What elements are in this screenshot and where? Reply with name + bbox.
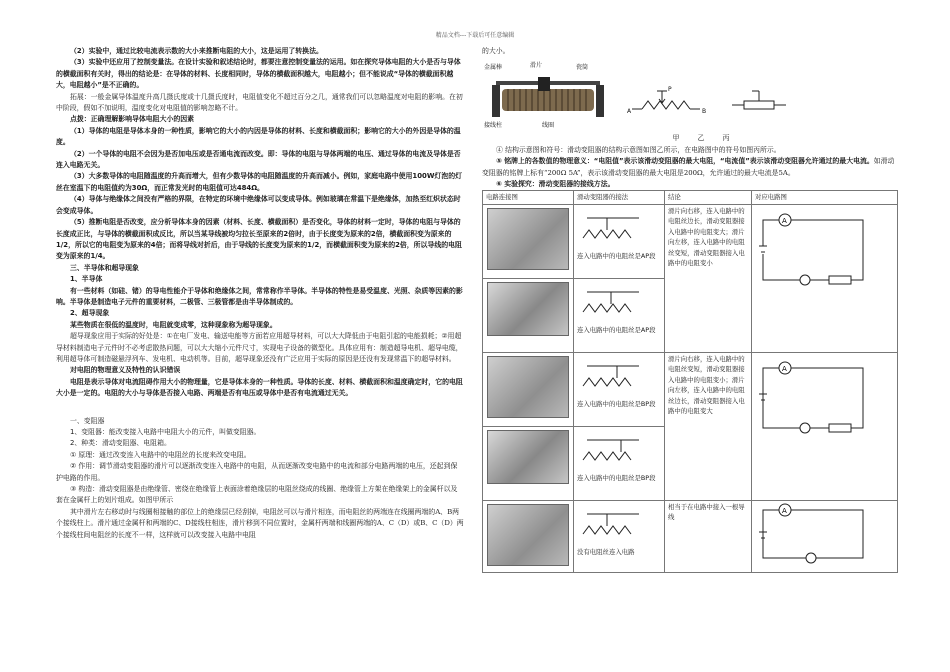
paragraph: 某些物质在很低的温度时，电阻就变成零，这种现象称为超导现象。 — [70, 320, 277, 329]
circuit-photo-cell — [483, 278, 574, 352]
circuit-diagram — [755, 206, 873, 346]
label-coil: 线圈 — [542, 122, 555, 130]
table-row — [483, 204, 898, 278]
rheostat-photo — [492, 77, 604, 117]
header-conclusion: 结论 — [665, 191, 752, 205]
header-method: 滑动变阻器的接法 — [574, 191, 665, 205]
nameplate-example: 如滑动变阻器的铭牌上标有“200Ω 5A”，表示该滑动变阻器的最大电阻是200Ω，允许通过的最大电流是5A。 — [482, 157, 895, 177]
section-heading: 一、变阻器 — [70, 416, 105, 425]
method-cell — [574, 204, 665, 278]
label-terminal: 接线柱 — [484, 122, 503, 130]
circuit-photo-cell — [483, 204, 574, 278]
method-cell — [574, 278, 665, 352]
paragraph: 电阻是表示导体对电流阻碍作用大小的物理量，它是导体本身的一种性质。导体的长度、材料、横截面积和温度确定时，它的电阻大小是一定的。电阻的大小与导体是否接入电路、两端是否有电压或导体中是否有电流通过无关。 — [56, 377, 463, 398]
label-tube: 瓷筒 — [576, 64, 589, 72]
label-metal-rod: 金属棒 — [484, 64, 503, 72]
nameplate-text: ⑤ 铭牌上的各数值的物理意义：“电阻值”表示该滑动变阻器的最大电阻，“电流值”表示该滑动变阻器允许通过的最大电流。 — [496, 157, 874, 166]
circuit-diagram — [755, 354, 873, 494]
paragraph: ① 原理：通过改变连入电路中的电阻丝的长度来改变电阻。 — [70, 450, 251, 459]
paragraph: （2）实验中，通过比较电流表示数的大小来推断电阻的大小，这是运用了转换法。 — [70, 47, 323, 55]
paragraph: ④ 结构示意图和符号：滑动变阻器的结构示意图如图乙所示，在电路图中的符号如图丙所示。 — [496, 145, 781, 154]
section-heading: 2、超导现象 — [70, 309, 110, 318]
circuit-diagram — [755, 502, 873, 568]
circuit-photo-cell — [483, 352, 574, 426]
method-text: 连入电路中的电阻丝是BP段 — [577, 400, 656, 409]
ammeter-symbol: A — [782, 506, 787, 515]
wiring-table — [482, 190, 898, 573]
paragraph: 拓展：一般金属导体温度升高几摄氏度或十几摄氏度时，电阻值变化不超过百分之几，通常我们可以忽略温度对电阻的影响。在初中阶段，假如不加说明，温度变化对电阻值的影响忽略不计。 — [56, 92, 463, 113]
wiring-sketch — [577, 354, 655, 396]
section-heading: 三、半导体和超导现象 — [70, 263, 139, 272]
experiment-title: ⑥ 实验探究：滑动变阻器的接线方法。 — [496, 180, 615, 189]
conclusion-cell: 滑片向右移，连入电路中的电阻丝边长，滑动变阻器接入电路中的电阻变大；滑片向左移，连入电路中的电阻丝变短，滑动变阻器接入电路中的电阻变小 — [665, 204, 752, 352]
caption-jia-yi: 甲乙 — [672, 134, 723, 143]
section-heading: 1、半导体 — [70, 275, 103, 284]
paragraph: 其中滑片左右移动时与线圈相接触的部位上的绝缘层已经刮掉，电阻丝可以与滑片相连，而电阻丝的两端连在线圈两端的A、B两个接线柱上。滑片通过金属杆和两端的C、D接线柱相连，滑片移到不同位置时，金属杆两端和线圈两端的A、C（D）或B、C（D）两个接线柱间电阻丝的长度不一样，这样就可以改变接入电路中电阻 — [56, 507, 464, 539]
terminal-b: B — [702, 108, 707, 116]
rheostat-figure — [482, 57, 898, 133]
method-cell — [574, 500, 665, 573]
paragraph: （2）一个导体的电阻不会因为是否加电压或是否通电流而改变。即：导体的电阻与导体两端的电压、通过导体的电流及导体是否连入电路无关。 — [56, 149, 461, 170]
conclusion-cell: 滑片向右移，连入电路中的电阻丝变短，滑动变阻器接入电路中的电阻变小；滑片向左移，连入电路中的电阻丝边长，滑动变阻器接入电路中的电阻变大 — [665, 352, 752, 500]
caption-bing: 丙 — [722, 134, 748, 143]
circuit-photo-cell — [483, 426, 574, 500]
wiring-sketch — [577, 428, 655, 470]
table-header-row — [483, 191, 898, 205]
circuit-diagram-cell — [752, 500, 898, 573]
table-row — [483, 500, 898, 573]
paragraph: 1、变阻器：能改变接入电路中电阻大小的元件，叫做变阻器。 — [70, 428, 261, 436]
rheostat-symbol — [732, 91, 786, 109]
rheostat-diagram — [482, 57, 898, 133]
method-cell — [574, 426, 665, 500]
paragraph: 超导现象应用于实际的好处是：①在电厂发电、输送电能等方面若应用超导材料，可以大大降低由于电阻引起的电能损耗；②用超导材料制造电子元件时不必考虑散热问题，可以大大缩小元件尺寸，实现电子设备的微型化。具体应用有：制造超导电机、超导电缆，利用超导体可制造磁悬浮列车、发电机、电动机等。目前，超导现象还没有广泛应用于实际的原因是还没有发现常温下的超导材料。 — [56, 332, 463, 363]
wiring-sketch — [577, 502, 655, 544]
figure-caption — [482, 133, 898, 144]
ammeter-symbol: A — [782, 216, 787, 225]
circuit-photo — [487, 504, 569, 566]
paragraph: 有一些材料（如硅、锗）的导电性能介于导体和绝缘体之间，常常称作半导体。半导体的特性是易受温度、光照、杂质等因素的影响。半导体是制造电子元件的重要材料，二极管、三极管都是由半导体制成的。 — [56, 286, 463, 306]
ammeter-symbol: A — [782, 364, 787, 373]
circuit-diagram-cell — [752, 204, 898, 352]
wiring-sketch — [577, 206, 655, 248]
paragraph: （5）推断电阻是否改变，应分析导体本身的因素（材料、长度、横截面积）是否变化，导体的材料一定时，导体的电阻与导体的长度成正比，与导体的横截面积成反比，所以当某导线被均匀拉长至原来的2倍时，由于长度变为原来的2倍，横截面积变为原来的1/2，所以它的电阻变为原来的4倍；而将导线对折后，由于导线的长度变为原来的1/2，而横截面积变为原来的2倍，所以导线的电阻变为原来的1/4。 — [56, 218, 462, 261]
circuit-diagram-cell — [752, 352, 898, 500]
circuit-photo — [487, 356, 569, 418]
header-circuit: 电路连接图 — [483, 191, 574, 205]
paragraph: 点拨：正确理解影响导体电阻大小的因素 — [70, 115, 195, 124]
paragraph: （3）大多数导体的电阻随温度的升高而增大，但有少数导体的电阻随温度的升高而减小。例如，家庭电路中使用100W灯泡的灯丝在室温下的电阻值约为30Ω，而正常发光时的电阻值可达484Ω。 — [56, 172, 462, 192]
right-column — [482, 46, 898, 573]
method-text: 没有电阻丝连入电路 — [577, 548, 635, 557]
header-diagram: 对应电路图 — [752, 191, 898, 205]
paragraph: （4）导体与绝缘体之间没有严格的界限，在特定的环境中绝缘体可以变成导体。例如玻璃在常温下是绝缘体，加热至红炽状态时会变成导体。 — [56, 195, 461, 215]
circuit-photo-cell — [483, 500, 574, 573]
paragraph: ③ 构造：滑动变阻器是由绝缘管、密绕在绝缘管上表面涂着绝缘层的电阻丝绕成的线圈、绝缘管上方架在绝缘架上的金属杆以及套在金属杆上的划片组成。如图甲所示 — [56, 485, 458, 505]
circuit-photo — [487, 282, 569, 336]
left-column — [56, 46, 464, 541]
method-text: 连入电路中的电阻丝是BP段 — [577, 474, 656, 483]
label-slider: 滑片 — [530, 62, 543, 70]
terminal-a: A — [627, 108, 632, 116]
paragraph: 对电阻的物理意义及特性的认识错误 — [70, 366, 181, 375]
paragraph — [482, 156, 898, 179]
slider-p: P — [668, 86, 672, 94]
page-header: 精品文档---下载后可任意编辑 — [435, 32, 515, 39]
wiring-sketch — [577, 280, 655, 322]
paragraph: ② 作用：调节滑动变阻器的滑片可以逐渐改变连入电路中的电阻，从而逐渐改变电路中的电流和部分电路两端的电压，还起到保护电路的作用。 — [56, 462, 458, 482]
paragraph — [482, 179, 898, 190]
conclusion-cell: 相当于在电路中接入一根导线 — [665, 500, 752, 573]
table-row — [483, 352, 898, 426]
method-cell — [574, 352, 665, 426]
circuit-photo — [487, 430, 569, 484]
circuit-photo — [487, 208, 569, 270]
method-text: 连入电路中的电阻丝是AP段 — [577, 326, 656, 335]
paragraph: （3）实验中还应用了控制变量法。在设计实验和叙述结论时，都要注意控制变量法的运用。如在探究导体电阻的大小是否与导体的横截面积有关时，得出的结论是：在导体的材料、长度相同时，导体的横截面积越大，电阻越小；但不能说成“导体的横截面积越大，电阻越小”是不正确的。 — [56, 58, 461, 90]
paragraph: 2、种类：滑动变阻器、电阻箱。 — [70, 439, 171, 448]
structure-diagram — [632, 91, 700, 109]
method-text: 连入电路中的电阻丝是AP段 — [577, 252, 656, 261]
paragraph: 的大小。 — [482, 47, 510, 55]
paragraph: （1）导体的电阻是导体本身的一种性质，影响它的大小的内因是导体的材料、长度和横截面积；影响它的大小的外因是导体的温度。 — [56, 126, 461, 147]
